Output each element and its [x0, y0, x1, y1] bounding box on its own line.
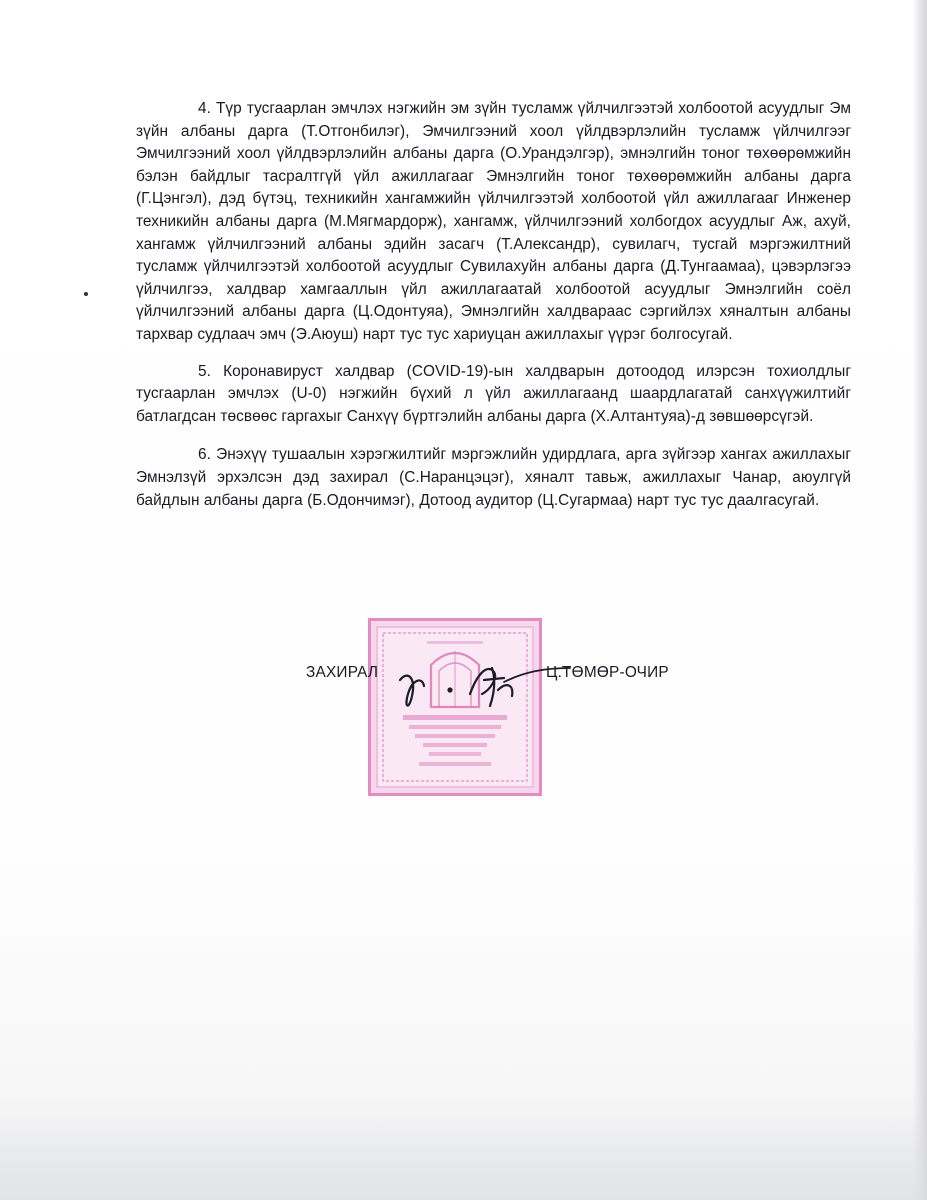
- document-body: [136, 98, 851, 526]
- scan-edge-right: [913, 0, 927, 1200]
- paragraph-text: Түр тусгаарлан эмчлэх нэгжийн эм зүйн тусламж үйлчилгээтэй холбоотой асуудлыг Эм зүйн албаны дарга (Т.Отгонбилэг), Эмчилгээний хоол үйлдвэрлэлийн тусламж үйлчилгээг Эмчилгээний хоол үйлдвэрлэлийн албаны дарга (О.Урандэлгэр), эмнэлгийн тоног төхөөрөмжийн бэлэн байдлыг тасралтгүй үйл ажиллагааг Эмнэлгийн тоног төхөөрөмжийн албаны дарга (Г.Цэнгэл), дэд бүтэц, техникийн хангамжийн үйлчилгээтэй холбоотой үйл ажиллагааг Инженер техникийн албаны дарга (М.Мягмардорж), хангамж, үйлчилгээний холбогдох асуудлыг Аж, ахуй, хангамж үйлчилгээний албаны эдийн засагч (Т.Александр), сувилагч, тусгай мэргэжилтний тусламж үйлчилгээтэй холбоотой асуудлыг Сувилахуйн албаны дарга (Д.Тунгаамаа), цэвэрлэгээ үйлчилгээ, халдвар хамгааллын үйл ажиллагаатай холбоотой асуудлыг Эмнэлгийн соёл үйлчилгээний албаны дарга (Ц.Одонтуяа), Эмнэлгийн халдвараас сэргийлэх хяналтын албаны тархвар судлаач эмч (Э.Аюуш) нарт тус тус хариуцан ажиллахыг үүрэг болгосугай.: [136, 100, 851, 343]
- signature-block: [306, 664, 706, 744]
- scan-speck: [84, 292, 88, 296]
- signatory-title: ЗАХИРАЛ: [306, 664, 379, 681]
- paragraph-4: [136, 98, 851, 347]
- signatory-name: Ц.ТӨМӨР-ОЧИР: [546, 664, 669, 681]
- paragraph-text: Энэхүү тушаалын хэрэгжилтийг мэргэжлийн удирдлага, арга зүйгээр хангах ажиллахыг Эмнэлзүй эрхэлсэн дэд захирал (С.Наранцэцэг), хяналт тавьж, ажиллахыг Чанар, аюулгүй байдлын албаны дарга (Б.Одончимэг), Дотоод аудитор (Ц.Сугармаа) нарт тус тус даалгасугай.: [136, 446, 851, 509]
- paragraph-number: 5.: [198, 362, 211, 380]
- handwritten-signature: [394, 650, 574, 722]
- paragraph-text: Коронавируст халдвар (COVID-19)-ын халдварын дотоодод илэрсэн тохиолдлыг тусгаарлан эмчлэх (U-0) нэгжийн бүхий л үйл ажиллагаанд шаардлагатай санхүүжилтийг батлагдсан төсвөөс гаргахыг Санхүү бүртгэлийн албаны дарга (Х.Алтантуяа)-д зөвшөөрсүгэй.: [136, 362, 851, 425]
- scan-shadow-bottom: [0, 1090, 927, 1200]
- paragraph-number: 6.: [198, 446, 211, 464]
- paragraph-number: 4.: [198, 100, 211, 117]
- paragraph-5: [136, 361, 851, 429]
- paragraph-6: [136, 444, 851, 512]
